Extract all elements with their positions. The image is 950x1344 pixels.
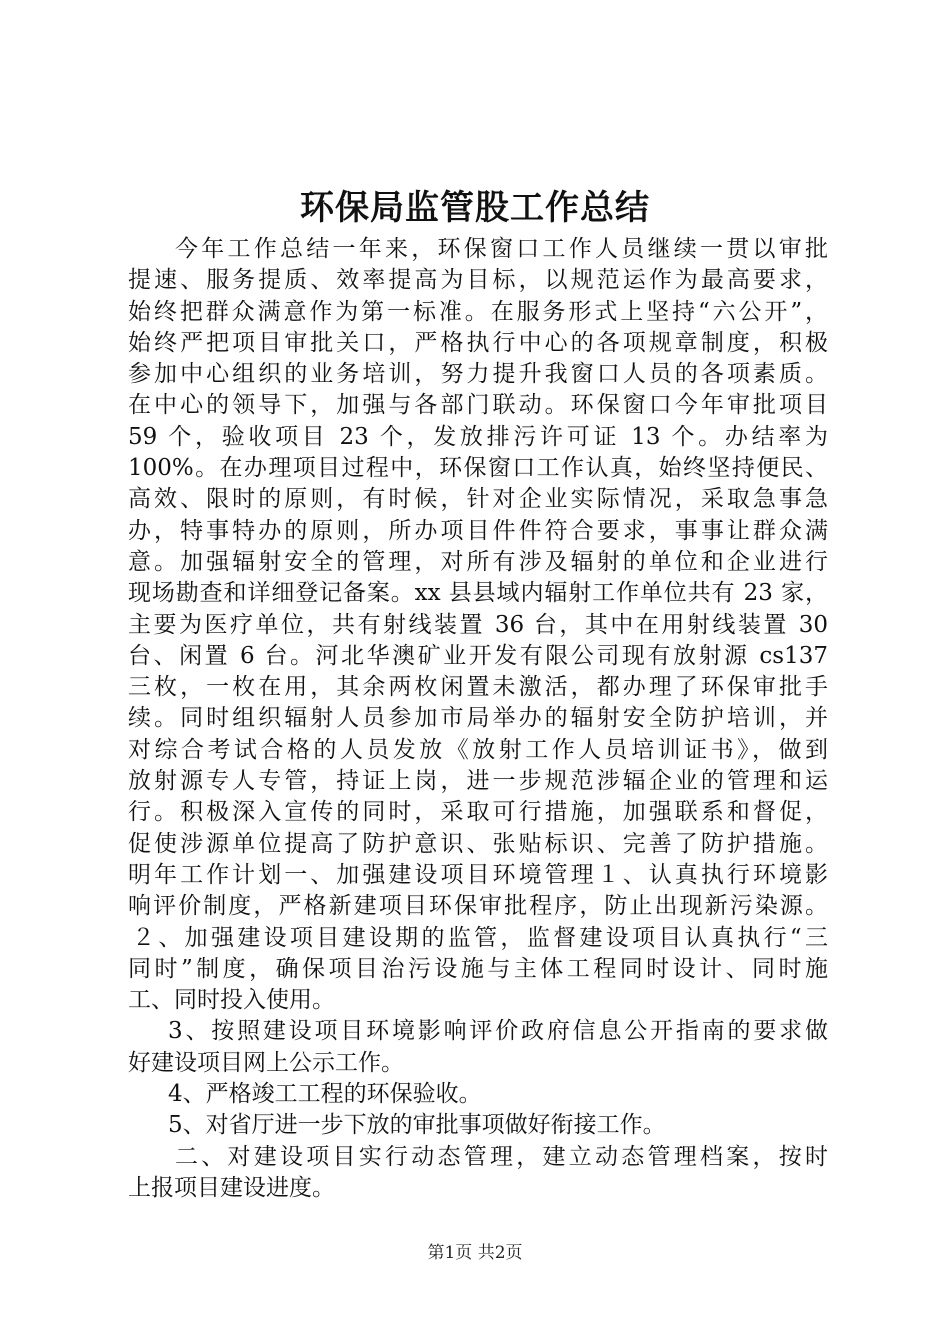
paragraph-line: 办，特事特办的原则，所办项目件件符合要求，事事让群众满 [128, 517, 828, 544]
paragraph-line: 同时”制度，确保项目治污设施与主体工程同时设计、同时施 [128, 955, 828, 982]
paragraph-line: 高效、限时的原则，有时候，针对企业实际情况，采取急事急 [128, 486, 828, 513]
page-footer: 第1页 共2页 [427, 1243, 523, 1263]
document-body [128, 234, 828, 1204]
paragraph-line: 5、对省厅进一步下放的审批事项做好衔接工作。 [168, 1112, 666, 1139]
paragraph-line: 3、按照建设项目环境影响评价政府信息公开指南的要求做 [168, 1018, 828, 1045]
paragraph-line: 始终把群众满意作为第一标准。在服务形式上坚持“六公开”， [128, 298, 828, 325]
paragraph-line: 放射源专人专管，持证上岗，进一步规范涉辐企业的管理和运 [128, 768, 828, 795]
paragraph-line: 始终严把项目审批关口，严格执行中心的各项规章制度，积极 [128, 329, 828, 356]
paragraph-line: ２、加强建设项目建设期的监管，监督建设项目认真执行“三 [132, 924, 828, 951]
paragraph-line: 响评价制度，严格新建项目环保审批程序，防止出现新污染源。 [128, 893, 828, 920]
paragraph-line: 三枚，一枚在用，其余两枚闲置未激活，都办理了环保审批手 [128, 674, 828, 701]
paragraph-line: 台、闲置 6 台。河北华澳矿业开发有限公司现有放射源 cs137 [128, 642, 828, 669]
paragraph-line: 现场勘查和详细登记备案。xx 县县域内辐射工作单位共有 23 家， [128, 580, 828, 607]
paragraph-line: 行。积极深入宣传的同时，采取可行措施，加强联系和督促， [128, 799, 828, 826]
paragraph-line: 续。同时组织辐射人员参加市局举办的辐射安全防护培训，并 [128, 705, 828, 732]
paragraph-line: 59 个，验收项目 23 个，发放排污许可证 13 个。办结率为 [128, 423, 828, 450]
paragraph-line: 明年工作计划一、加强建设项目环境管理１、认真执行环境影 [128, 861, 828, 888]
paragraph-line: 提速、服务提质、效率提高为目标，以规范运作为最高要求， [128, 267, 828, 294]
paragraph-line: 主要为医疗单位，共有射线装置 36 台，其中在用射线装置 30 [128, 611, 828, 638]
paragraph-line: 4、严格竣工工程的环保验收。 [168, 1081, 482, 1108]
paragraph-line: 好建设项目网上公示工作。 [128, 1049, 404, 1076]
paragraph-line: 对综合考试合格的人员发放《放射工作人员培训证书》，做到 [128, 736, 828, 763]
paragraph-line: 100%。在办理项目过程中，环保窗口工作认真，始终坚持便民、 [128, 455, 828, 482]
paragraph-line: 意。加强辐射安全的管理，对所有涉及辐射的单位和企业进行 [128, 548, 828, 575]
paragraph-line: 上报项目建设进度。 [128, 1174, 335, 1201]
paragraph-line: 参加中心组织的业务培训，努力提升我窗口人员的各项素质。 [128, 361, 828, 388]
paragraph-line: 在中心的领导下，加强与各部门联动。环保窗口今年审批项目 [128, 392, 828, 419]
document-title: 环保局监管股工作总结 [300, 188, 650, 228]
paragraph-line: 今年工作总结一年来，环保窗口工作人员继续一贯以审批 [175, 236, 828, 262]
paragraph-line: 工、同时投入使用。 [128, 987, 335, 1014]
paragraph-line: 促使涉源单位提高了防护意识、张贴标识、完善了防护措施。 [128, 830, 828, 857]
paragraph-line: 二、对建设项目实行动态管理，建立动态管理档案，按时 [175, 1143, 828, 1170]
